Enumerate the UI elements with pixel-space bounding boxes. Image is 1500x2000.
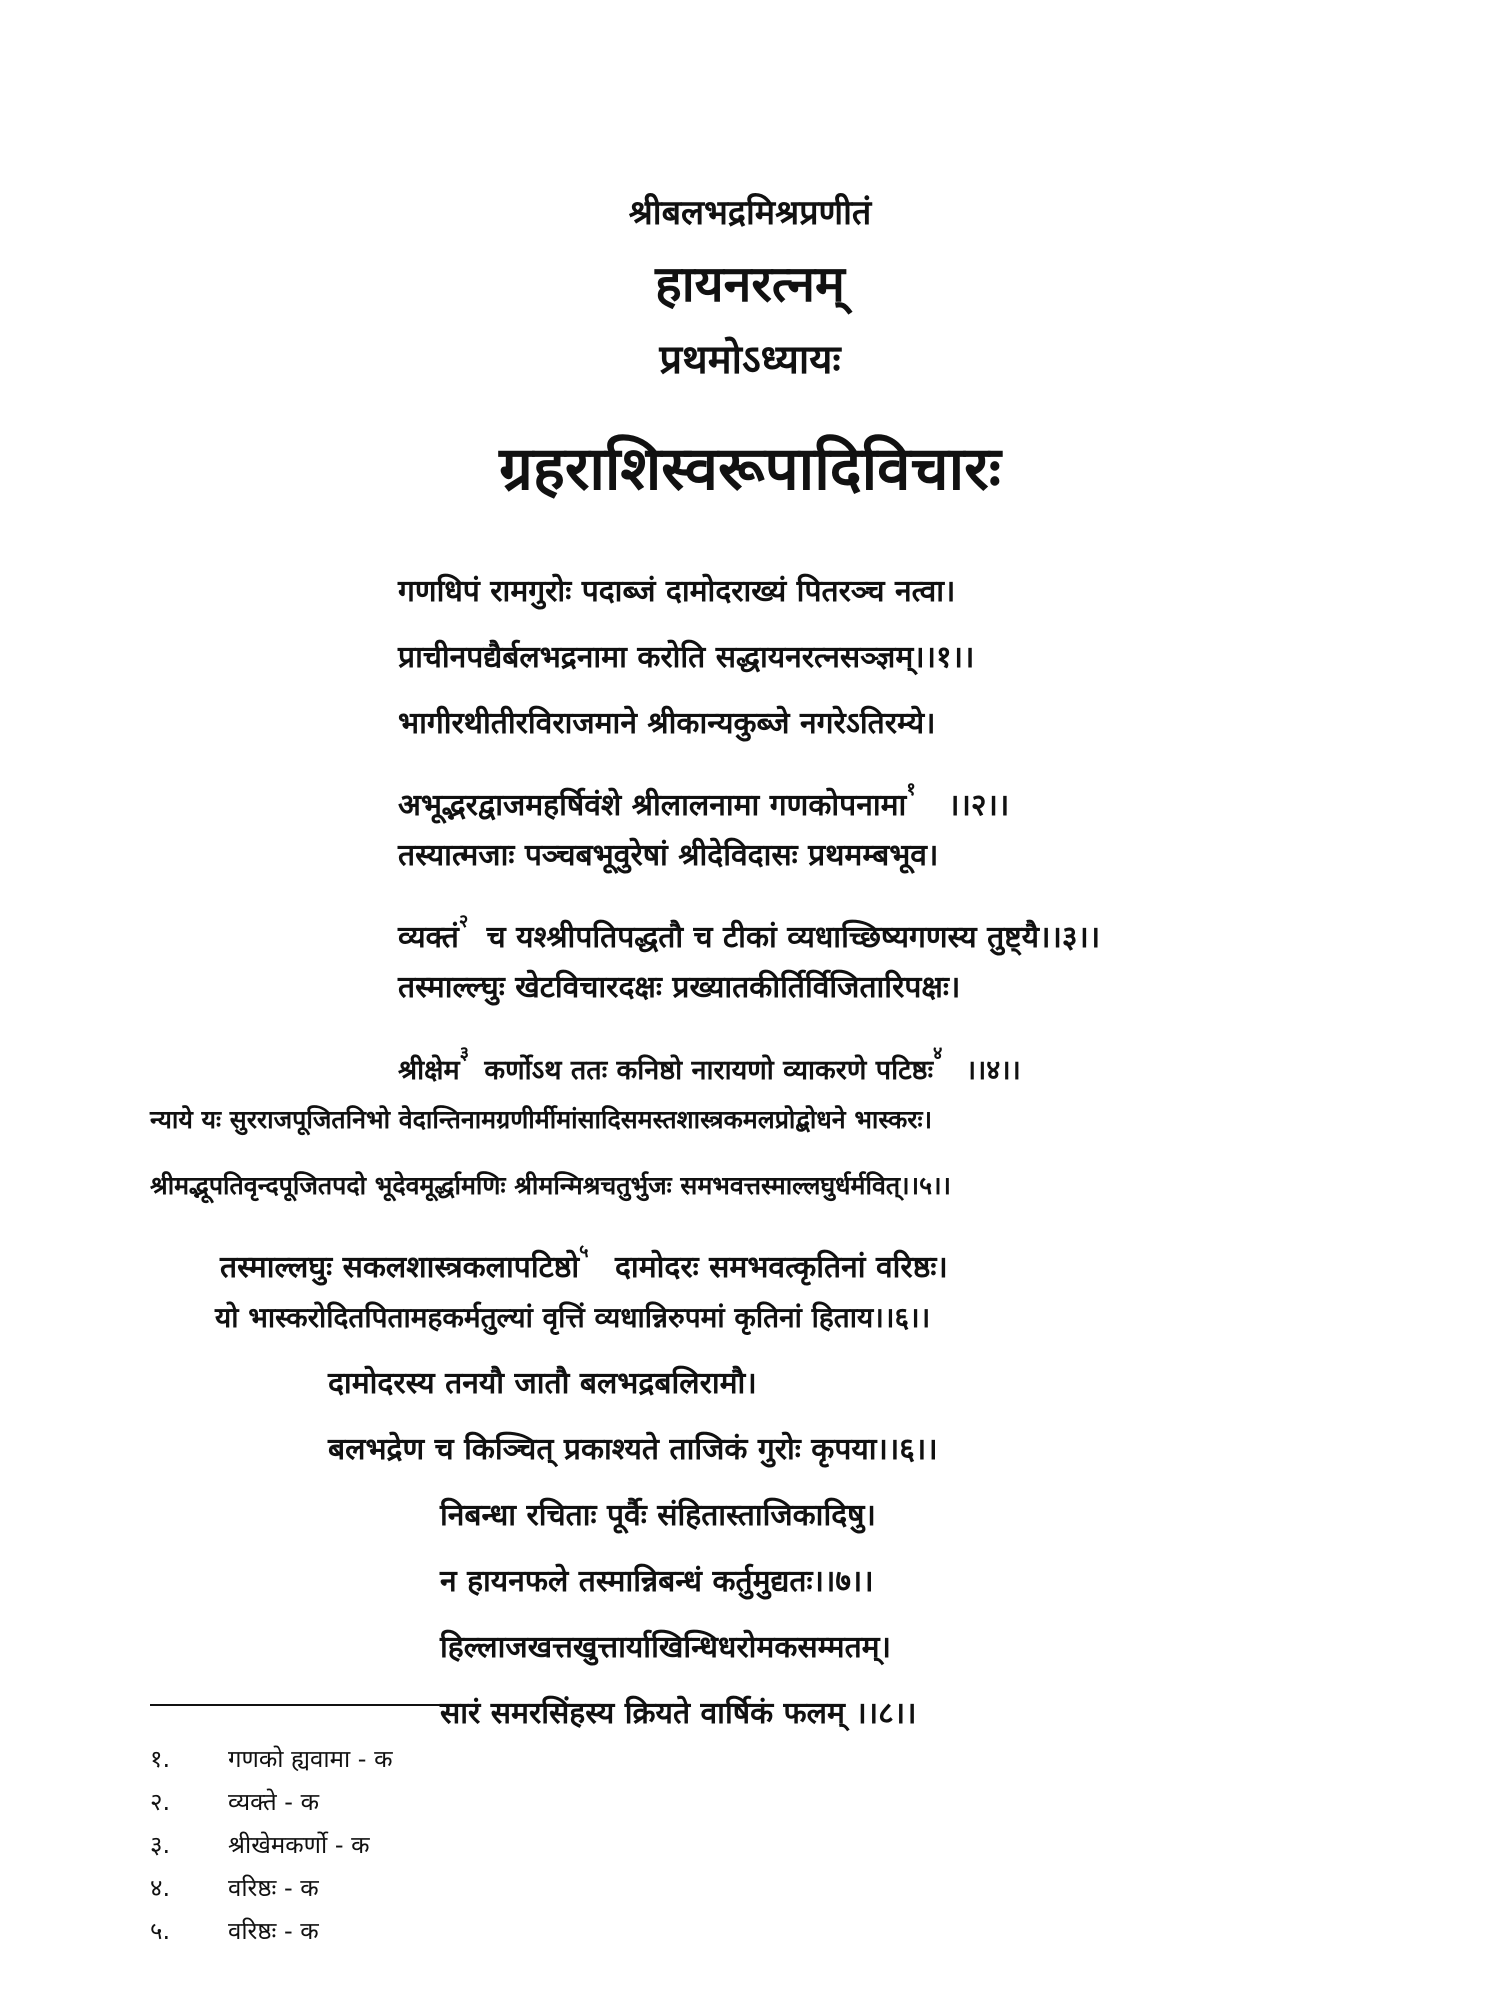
- verse-line-18: सारं समरसिंहस्य क्रियते वार्षिकं फलम् ।।८।।: [440, 1696, 917, 1731]
- footnote-2-number: २.: [150, 1788, 171, 1816]
- footnote-2: [150, 1785, 319, 1818]
- verse-line-11-rest: दामोदरः समभवत्कृतिनां वरिष्ठः।: [615, 1250, 948, 1285]
- verse-line-14: बलभद्रेण च किञ्चित् प्रकाश्यते ताजिकं गुरोः कृपया।।६।।: [328, 1432, 938, 1467]
- footnote-1: [150, 1742, 393, 1775]
- verse-line-11: [220, 1232, 948, 1288]
- verse-line-17: हिल्लाजखत्तखुत्तार्याखिन्धिधरोमकसम्मतम्।: [440, 1630, 891, 1665]
- verse-line-4-number: ।।२।।: [948, 788, 1010, 823]
- verse-line-10: श्रीमद्भूपतिवृन्दपूजितपदो भूदेवमूर्द्धामणिः श्रीमन्मिश्रचतुर्भुजः समभवत्तस्माल्लघुर्धर्मवित्।।५।।: [150, 1171, 952, 1200]
- chapter-heading: प्रथमोऽध्यायः: [659, 337, 841, 383]
- footnote-1-number: १.: [150, 1745, 171, 1773]
- footnote-marker-4: ४: [933, 1043, 943, 1064]
- footnote-5: [150, 1914, 319, 1947]
- footnote-5-text: वरिष्ठः - क: [228, 1917, 319, 1945]
- footnote-marker-3: ३: [459, 1043, 469, 1064]
- verse-line-15: निबन्धा रचिताः पूर्वैः संहितास्ताजिकादिषु।: [440, 1498, 876, 1533]
- footnote-2-text: व्यक्ते - क: [228, 1788, 320, 1816]
- verse-line-8: [398, 1034, 1021, 1091]
- footnote-5-number: ५.: [150, 1917, 171, 1945]
- verse-line-6: [398, 902, 1100, 958]
- verse-line-8-rest: कर्णोऽथ ततः कनिष्ठो नारायणो व्याकरणे पटिष्ठः: [484, 1055, 934, 1086]
- verse-line-7: तस्माल्ल्घुः खेटविचारदक्षः प्रख्यातकीर्तिर्विजितारिपक्षः।: [398, 970, 961, 1005]
- verse-line-8-number: ।।४।।: [965, 1055, 1021, 1086]
- footnote-marker-1: १: [906, 779, 916, 800]
- verse-line-12: यो भास्करोदितपितामहकर्मतुल्यां वृत्तिं व्यधान्निरुपमां कृतिनां हिताय।।६।।: [215, 1301, 931, 1334]
- verse-line-16: न हायनफले तस्मान्निबन्धं कर्तुमुद्यतः।।७।।: [440, 1564, 874, 1599]
- author-line: श्रीबलभद्रमिश्रप्रणीतं: [628, 193, 872, 233]
- footnote-3: [150, 1828, 370, 1861]
- footnote-marker-2: २: [458, 911, 469, 932]
- verse-line-2: प्राचीनपद्यैर्बलभद्रनामा करोति सद्धायनरत्नसञ्ज्ञम्।।१।।: [398, 640, 975, 675]
- verse-line-9: न्याये यः सुरराजपूजितनिभो वेदान्तिनामग्रणीर्मीमांसादिसमस्तशास्त्रकमलप्रोद्बोधने भास्करः।: [150, 1105, 933, 1134]
- verse-line-6-rest: च यश्श्रीपतिपद्धतौ च टीकां व्यधाच्छिष्यगणस्य तुष्ट्यै।।३।।: [486, 920, 1101, 955]
- footnote-marker-5: ५: [579, 1241, 589, 1262]
- footnote-divider: [150, 1704, 440, 1706]
- verse-line-1: गणधिपं रामगुरोः पदाब्जं दामोदराख्यं पितरञ्च नत्वा।: [398, 574, 956, 609]
- footnote-4-number: ४.: [150, 1874, 171, 1902]
- footnote-1-text: गणको ह्यवामा - क: [228, 1745, 393, 1773]
- verse-line-5: तस्यात्मजाः पञ्चबभूवुरेषां श्रीदेविदासः प्रथमम्बभूव।: [398, 838, 939, 873]
- verse-line-6-start: व्यक्तं: [398, 920, 459, 955]
- verse-line-8-start: श्रीक्षेम: [398, 1055, 460, 1086]
- verse-line-4-text: अभूद्भरद्वाजमहर्षिवंशे श्रीलालनामा गणकोपनामा: [398, 788, 907, 823]
- footnote-3-number: ३.: [150, 1831, 171, 1859]
- book-title: हायनरत्नम्: [655, 255, 845, 313]
- footnote-3-text: श्रीखेमकर्णो - क: [228, 1831, 370, 1859]
- verse-line-13: दामोदरस्य तनयौ जातौ बलभद्रबलिरामौ।: [328, 1366, 757, 1401]
- verse-line-3: भागीरथीतीरविराजमाने श्रीकान्यकुब्जे नगरेऽतिरम्ये।: [398, 706, 936, 741]
- section-heading: ग्रहराशिस्वरूपादिविचारः: [499, 434, 1001, 504]
- footnote-4: [150, 1871, 319, 1904]
- verse-line-11-start: तस्माल्लघुः सकलशास्त्रकलापटिष्ठो: [220, 1250, 580, 1285]
- footnote-4-text: वरिष्ठः - क: [228, 1874, 319, 1902]
- verse-line-4: [398, 770, 1009, 826]
